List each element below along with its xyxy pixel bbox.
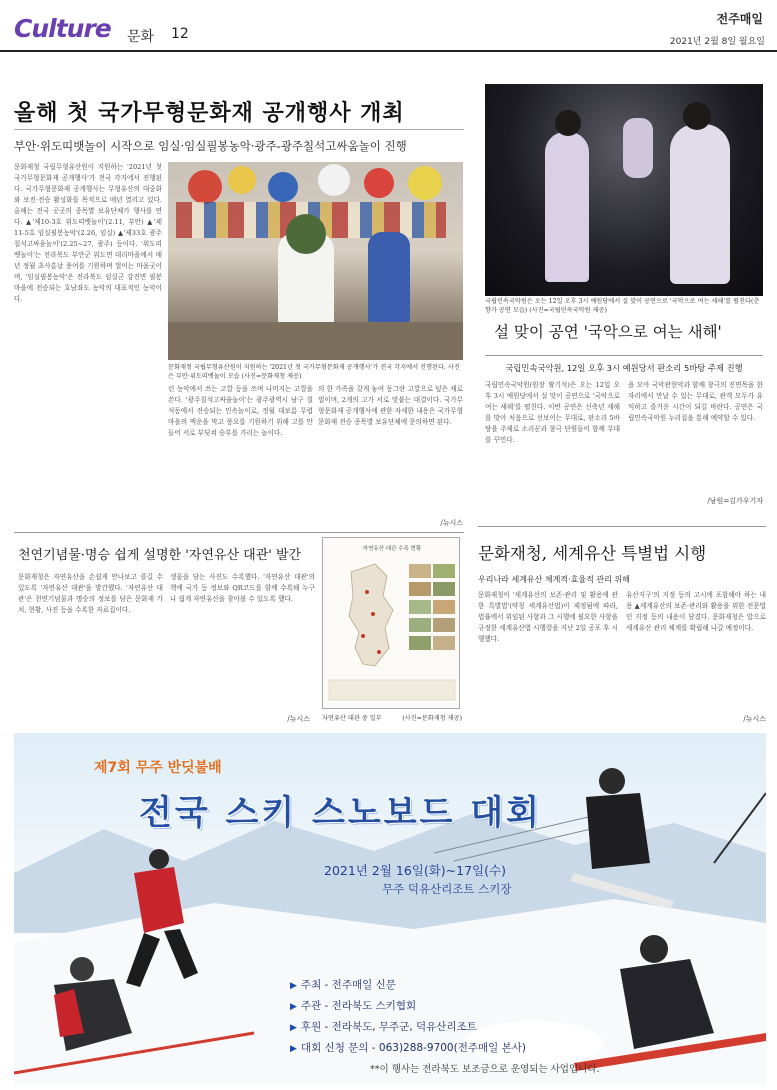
nature-headline: 천연기념물·명승 쉽게 설명한 '자연유산 대관' 발간 [18, 548, 302, 563]
lead-headline: 올해 첫 국가무형문화재 공개행사 개최 [14, 101, 405, 126]
lead-column-1: 문화재청 국립무형유산원이 지원하는 '2021년 첫 국가무형문화재 공개행사'가 전국 각지에서 진행된다. 국가무형문화재 공개행사는 무형유산의 대중화와 보전·전승 활성화를 목적으로 매년 열리고 있다. 올해는 전국 곳곳의 종목별 보유단체가 행사를 연다. ▲'제10-3호 위도띠뱃놀이'(2.11, 부안) ▲'제11-5호 임실필봉농악'(2.26, 임실) ▲'제33호 광주칠석고싸움놀이'(2.25~27, 광주) 등이다. '위도띠뱃놀이'는 전라북도 부안군 위도면 대리마을에서 매년 정월 초사흗날 풍어를 기원하며 벌이는 마을굿이며, '임실필봉농악'은 전라북도 임실군 강진면 필봉마을에 전승되는 호남좌도 농악의 대표적인 농악이다. [14, 163, 162, 303]
ad-info-text: 주관 - 전라북도 스키협회 [300, 1000, 417, 1012]
feature-caption-credit: (사진=국립민속국악원 제공) [529, 307, 607, 314]
page-number: 12 [171, 26, 189, 42]
ad-event-name: 제7회 무주 반딧불배 [94, 760, 222, 776]
section-title-en: Culture [14, 14, 111, 43]
triangle-bullet-icon: ▶ [290, 1002, 297, 1012]
feature-column-2: 을 모아 국악관현악과 함께 창극의 진면목을 한자리에서 만날 수 있는 무대로, 관객 모두가 유익하고 즐거운 시간이 되길 바란다. 공연은 국립민속국악원 누리집을 통해 예약할 수 있다. [628, 381, 763, 422]
heritage-column-1: 문화재청이 '세계유산의 보존·관리 및 활용에 관한 특별법'(약칭 세계유산법)이 제정됨에 따라, 법률에서 위임된 사항과 그 시행에 필요한 사항을 규정한 세계유산법 시행령을 지난 2일 공포 후 시행했다. [478, 591, 618, 643]
page-header [0, 0, 777, 52]
heritage-headline: 문화재청, 세계유산 특별법 시행 [478, 544, 707, 563]
feature-photo-caption [485, 297, 763, 315]
ad-dates: 2021년 2월 16일(화)~17일(수) [324, 863, 506, 878]
ad-info-item [290, 975, 526, 996]
ad-info-text: 후원 - 전라북도, 무주군, 덕유산리조트 [300, 1021, 477, 1033]
feature-caption-text: 국립민속국악원은 오는 12일 오후 3시 예원당에서 설 맞이 공연으로 '국악으로 여는 새해'를 펼친다(춘향가 공연 모습) [485, 298, 760, 314]
heritage-column-2: 유산지구'의 지정 등의 고시에 포함해야 하는 내용 ▲세계유산의 보존·관리와 활용을 위한 전문법인 지정 등의 내용이 담겼다. 문화재청은 앞으로 세계유산 관리 체계를 확립해 나갈 예정이다. [626, 591, 766, 632]
ad-info-item [290, 996, 526, 1017]
ad-info-item [290, 1017, 526, 1038]
map-caption [322, 713, 462, 722]
feature-photo [485, 84, 763, 296]
triangle-bullet-icon: ▶ [290, 1044, 297, 1054]
lead-photo [168, 162, 463, 360]
lead-photo-caption [168, 363, 463, 381]
nature-column-2: 생물을 담는 사진도 수록했다. '자연유산 대관'의 책에 국가 등 정보와 QR코드를 함께 수록해 누구나 쉽게 자연유산을 찾아볼 수 있도록 했다. [170, 573, 315, 603]
triangle-bullet-icon: ▶ [290, 981, 297, 991]
ad-title: 전국 스키 스노보드 대회 [139, 793, 542, 833]
ad-venue: 무주 덕유산리조트 스키장 [382, 882, 512, 896]
ad-note: **이 행사는 전라북도 보조금으로 운영되는 사업입니다. [370, 1064, 600, 1075]
feature-byline: /남원=김가우기자 [707, 497, 763, 505]
ad-info-item [290, 1038, 526, 1059]
lead-caption-text: 문화재청 국립무형유산원이 지원하는 '2021년 첫 국가무형문화재 공개행사'가 전국 각지에서 진행된다. 사진은 부안·위도띠뱃놀이 모습 [168, 364, 460, 380]
map-caption-text: 자연유산 대관 중 일부 [322, 715, 382, 722]
nature-map-figure [322, 537, 460, 709]
ad-info-text: 대회 신청 문의 - 063)288-9700(전주매일 본사) [300, 1042, 526, 1054]
lead-byline: /뉴시스 [440, 519, 463, 527]
map-title: 자연유산 대관 수록 현황 [362, 546, 422, 552]
nature-column-1: 문화재청은 자연유산을 손쉽게 만나보고 즐길 수 있도록 '자연유산 대관'을 발간했다. '자연유산 대관'은 천연기념물과 명승의 정보를 담은 문화재 가치, 현황, 사진 등을 수록한 자료집이다. [18, 573, 163, 614]
ad-info-list [290, 975, 526, 1059]
feature-subheadline: 국립민속국악원, 12일 오후 3시 예원당서 판소리 5바탕 주제 진행 [485, 355, 763, 374]
triangle-bullet-icon: ▶ [290, 1023, 297, 1033]
lead-caption-credit: (사진=문화재청 제공) [241, 373, 302, 380]
ad-info-text: 주최 - 전주매일 신문 [300, 979, 396, 991]
feature-column-1: 국립민속국악원(원장 왕기석)은 오는 12일 오후 3시 예원당에서 설 맞이 공연으로 '국악으로 여는 새해'를 펼친다. 이번 공연은 신축년 새해를 맞아 처음으로 선보이는 무대로, 판소리 5바탕을 주제로 소리꾼과 창극 단원들이 함께 무대를 꾸민다. [485, 381, 620, 444]
heritage-byline: /뉴시스 [743, 715, 766, 723]
issue-date: 2021년 2월 8일 월요일 [669, 37, 765, 47]
divider-right [478, 526, 766, 527]
section-title-ko: 문화 [127, 29, 155, 45]
lead-column-3: 의 한 가족을 갖게 놓여 동그란 고깔으로 덮은 채로 벌이며, 2개의 고가 서로 맞붙는 대결이다. 국가무형문화재 공개행사에 관한 자세한 내용은 국가무형문화재 전승 종목별 보유단체에 문의하면 된다. [318, 385, 463, 426]
lead-column-2: 린 농악에서 쓰는 고깔 등을 쓰며 나머지는 고깔을 쓴다. '광주칠석고싸움놀이'는 광주광역시 남구 칠석동에서 전승되는 민속놀이로, 정월 대보름 무렵 마을의 액운을 막고 풍요를 기원하기 위해 고를 만들어 서로 부딪쳐 승부를 가리는 놀이다. [168, 385, 313, 437]
heritage-subheadline: 우리나라 세계유산 체계적·효율적 관리 위해 [478, 575, 630, 584]
nature-byline: /뉴시스 [287, 715, 310, 723]
feature-headline: 설 맞이 공연 '국악으로 여는 새해' [494, 323, 722, 341]
map-caption-credit: (사진=문화재청 제공) [402, 715, 462, 722]
ski-competition-ad [14, 733, 766, 1085]
korea-map-graphic [323, 552, 461, 712]
lead-subheadline: 부안·위도띠뱃놀이 시작으로 임실·임실필봉농악·광주-광주칠석고싸움놀이 진행 [14, 129, 464, 154]
divider-left [14, 532, 464, 533]
newspaper-name: 전주매일 [716, 12, 763, 26]
